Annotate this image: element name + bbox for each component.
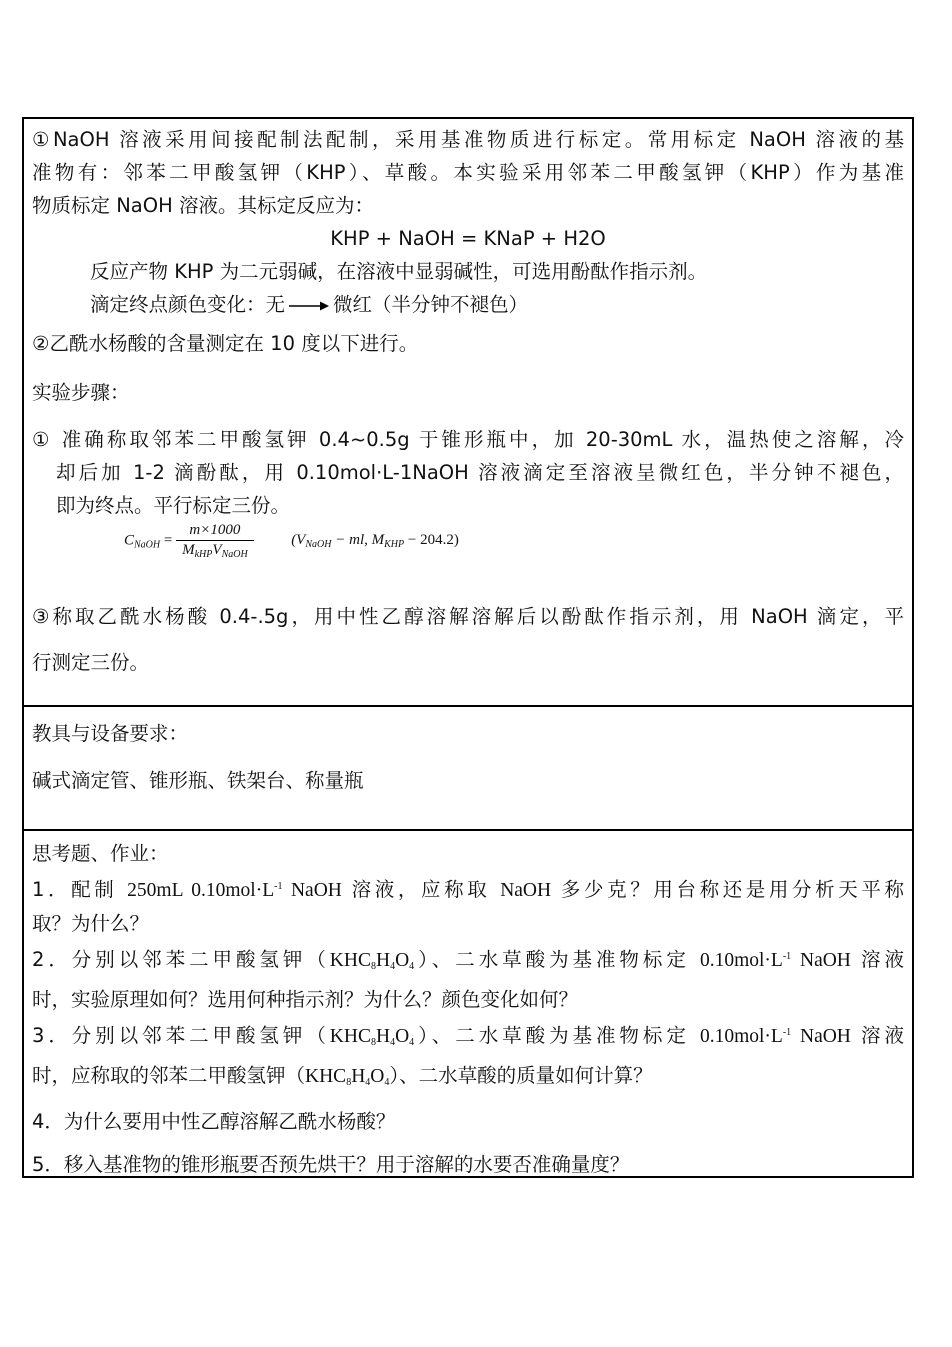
endpoint-note: [32, 288, 904, 321]
document-table: [22, 117, 914, 1178]
principle-line-1: ①NaOH 溶液采用间接配制法配制，采用基准物质进行标定。常用标定 NaOH 溶液的基: [32, 128, 904, 151]
formula-fraction: $\frac{m\times 1000}{M_{kHP}V_{NaOH}}$: [176, 522, 254, 560]
step3-line-1: ③称取乙酰水杨酸 0.4-.5g，用中性乙醇溶解溶解后以酚酞作指示剂，用 NaOH 滴定，平: [32, 605, 904, 628]
question-2-line-2: 时，实验原理如何？选用何种指示剂？为什么？颜色变化如何？: [32, 988, 579, 1011]
question-3-line-2: 时，应称取的邻苯二甲酸氢钾$(KHC_8H_4O_4)$、二水草酸的质量如何计算？: [32, 1064, 653, 1088]
concentration-formula: $C_{NaOH}$ = $\frac{m\times 1000}{M_{kHP}V_{NaOH}}$ ($V_{NaOH}$ − ml, $M_{KHP} - 204.2$): [124, 522, 459, 560]
arrow-right-icon: [289, 300, 329, 312]
section-questions: [24, 831, 912, 1176]
endpoint-prefix: 滴定终点颜色变化：无: [90, 293, 286, 316]
step3-line-2: 行测定三份。: [32, 651, 150, 674]
khp-formula: $KHC_8H_4O_4$: [329, 950, 415, 972]
khp-formula: $KHC_8H_4O_4$: [329, 1026, 415, 1048]
step1-line-3: 即为终点。平行标定三份。: [56, 494, 291, 517]
question-1-line-2: 取？为什么？: [32, 912, 150, 935]
aspirin-note: ②乙酰水杨酸的含量测定在 10 度以下进行。: [32, 332, 419, 355]
endpoint-suffix: 微红（半分钟不褪色）: [333, 293, 529, 316]
question-2-line-1: 2．分别以邻苯二甲酸氢钾$(KHC_8H_4O_4)$、二水草酸为基准物标定 $0.10mol\cdot L^{-1}$ NaOH 溶液: [32, 948, 904, 972]
step1-line-1: ① 准确称取邻苯二甲酸氢钾 0.4~0.5g 于锥形瓶中，加 20-30mL 水，温热使之溶解，冷: [32, 428, 904, 451]
steps-title: 实验步骤：: [32, 381, 130, 404]
equipment-items: 碱式滴定管、锥形瓶、铁架台、称量瓶: [32, 769, 364, 792]
equipment-title: 教具与设备要求：: [32, 722, 189, 745]
product-note: 反应产物 KHP 为二元弱碱，在溶液中显弱碱性，可选用酚酞作指示剂。: [90, 260, 708, 283]
question-5: 5．移入基准物的锥形瓶要否预先烘干？用于溶解的水要否准确量度？: [32, 1153, 630, 1176]
formula-condition: ($V_{NaOH}$ − ml, $M_{KHP} - 204.2$): [291, 532, 459, 551]
question-1-line-1: 1．配制 250mL $0.10mol\cdot L^{-1}$ NaOH 溶液，应称取 NaOH 多少克？用台称还是用分析天平称: [32, 878, 904, 901]
questions-title: 思考题、作业：: [32, 842, 169, 865]
reaction-equation: KHP + NaOH = KNaP + H2O: [330, 227, 606, 250]
section-equipment: [24, 707, 912, 831]
question-4: 4．为什么要用中性乙醇溶解乙酰水杨酸？: [32, 1110, 396, 1133]
khp-formula: $KHC_8H_4O_4$: [305, 1066, 390, 1088]
step1-line-2: 却后加 1-2 滴酚酞，用 0.10mol·L-1NaOH 溶液滴定至溶液呈微红色，半分钟不褪色，: [56, 461, 904, 484]
section-principle: [24, 119, 912, 707]
principle-line-3: 物质标定 NaOH 溶液。其标定反应为：: [32, 194, 374, 217]
question-3-line-1: 3．分别以邻苯二甲酸氢钾$(KHC_8H_4O_4)$、二水草酸为基准物标定 $0.10mol\cdot L^{-1}$ NaOH 溶液: [32, 1024, 904, 1048]
principle-line-2: 准物有：邻苯二甲酸氢钾（KHP）、草酸。本实验采用邻苯二甲酸氢钾（KHP）作为基准: [32, 161, 904, 184]
